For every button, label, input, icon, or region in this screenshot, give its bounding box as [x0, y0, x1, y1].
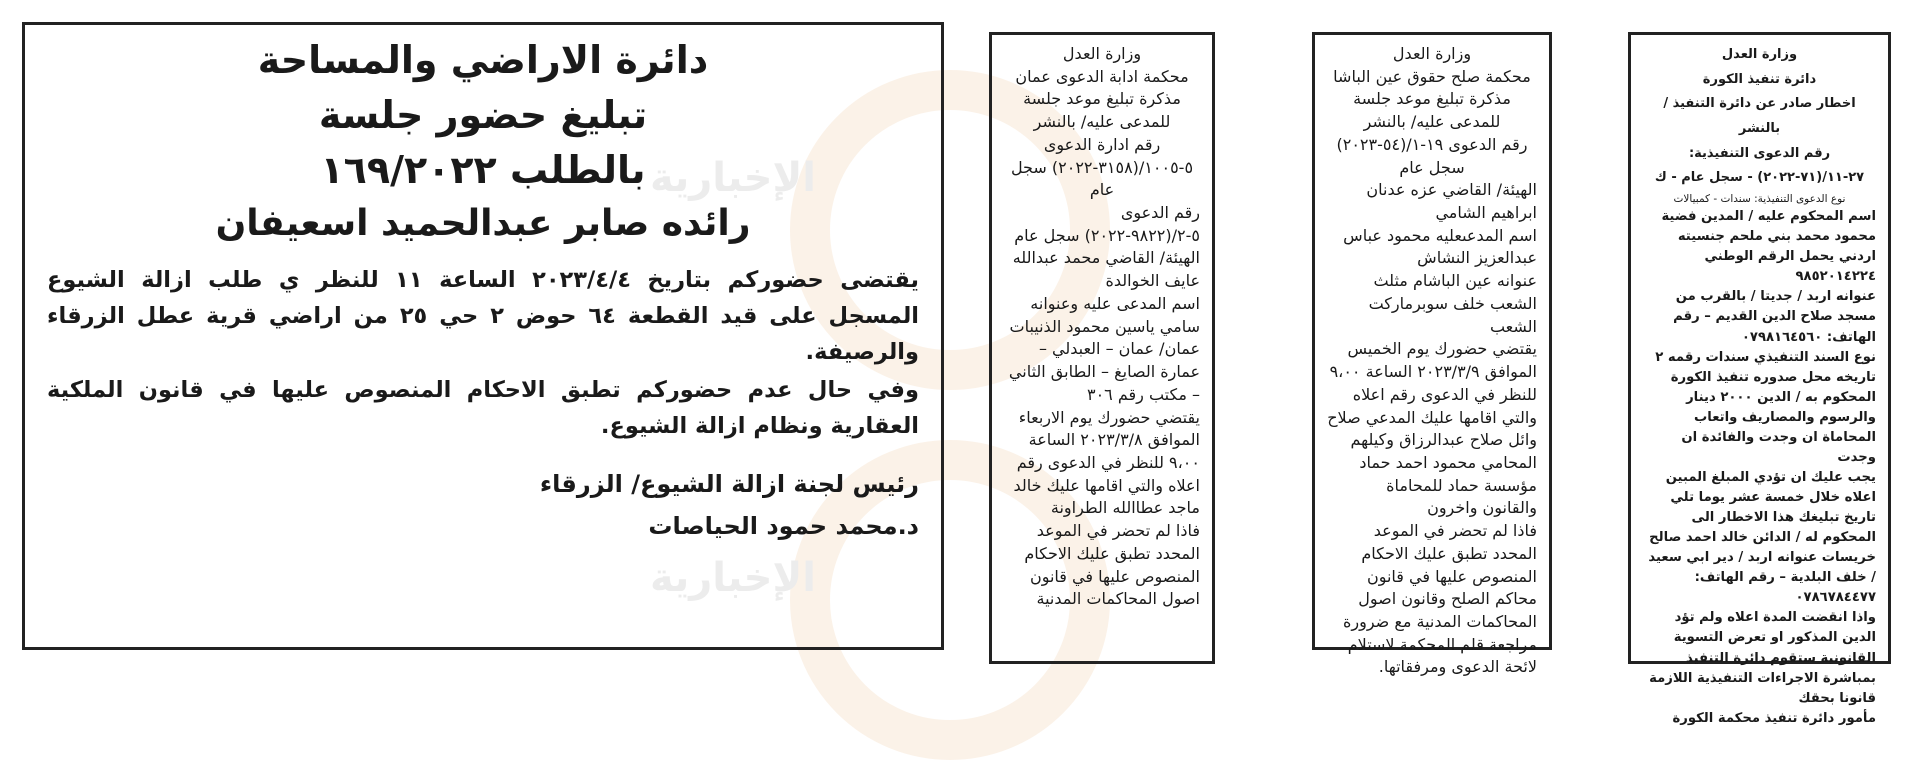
panel: الهيئة/ القاضي عزه عدنان ابراهيم الشامي	[1366, 180, 1537, 223]
case-type: نوع الدعوى التنفيذية: سندات - كمبيالات	[1673, 193, 1846, 206]
panel: الهيئة/ القاضي محمد عبدالله عايف الخوالدة	[1012, 248, 1200, 291]
address: عنوانه اربد / جديتا / بالقرب من مسجد صلاح الدين القديم – رقم الهاتف: ٠٧٩٨١٦٤٥٦٠	[1673, 289, 1876, 345]
ain-albasha-court-notice	[1312, 32, 1552, 677]
ministry-name: وزارة العدل	[1721, 47, 1798, 62]
notice-request-number: بالطلب ١٦٩/٢٠٢٢	[320, 148, 646, 193]
case-admin-number: رقم ادارة الدعوى ٥-١٠٠٥/(٣١٥٨-٢٠٢٢) سجل عام	[1010, 134, 1194, 200]
memo-title: مذكرة تبليغ موعد جلسة للمدعى عليه/ بالنشر	[1023, 89, 1181, 132]
session-info: يقتضي حضورك يوم الخميس الموافق ٢٠٢٣/٣/٩ الساعة ٩،٠٠ للنظر في الدعوى رقم اعلاه والتي اقامها عليك المدعي صلاح وائل صلاح عبدالرزاق وكيلهم المحامي محمود احمد حماد مؤسسة حماد للمحاماة والقانون واخرون	[1327, 339, 1537, 518]
notice-body: يقتضى حضوركم بتاريخ ٢٠٢٣/٤/٤ الساعة ١١ للنظر ي طلب ازالة الشيوع المسجل على قيد القطعة ٦٤ حوض ٢ حي ٢٥ من اراضي قرية عطل الزرقاء والرصيفة.	[47, 267, 920, 366]
notice-warning: وفي حال عدم حضوركم تطبق الاحكام المنصوص عليها في قانون الملكية العقارية ونظام ازالة الشيوع.	[47, 377, 919, 440]
warning: فاذا لم تحضر في الموعد المحدد تطبق عليك الاحكام المنصوص عليها في قانون اصول المحاكمات المدنية	[1024, 521, 1200, 609]
notice-person-name: رائده صابر عبدالحميد اسعيفان	[215, 203, 751, 245]
warning: فاذا لم تحضر في الموعد المحدد تطبق عليك الاحكام المنصوص عليها في قانون محاكم الصلح وقانون اصول المحاكمات المدنية مع ضرورة مراجعة قلم المحكمة لاستلام لائحة الدعوى ومرفقاتها.	[1343, 521, 1537, 677]
defendant: اسم المدعى عليه وعنوانه سامي ياسين محمود الذنيبات	[1009, 293, 1200, 336]
court-name: محكمة صلح حقوق عين الباشا	[1333, 66, 1531, 86]
notice-signature-name: د.محمد حمود الحياصات	[648, 512, 919, 541]
watermark-label: الإخبارية	[650, 155, 816, 201]
koura-execution-notice	[1628, 32, 1891, 726]
debtor: اسم المحكوم عليه / المدين فضية محمود محمد بني ملحم جنسيته اردني يحمل الرقم الوطني ٩٨٥٢٠١٤٢٢٤	[1661, 209, 1876, 285]
payment-instruction: يجب عليك ان تؤدي المبلغ المبين اعلاه خلال خمسة عشر يوما تلي تاريخ تبليغك هذا الاخطار الى	[1665, 469, 1876, 526]
creditor: المحكوم له / الدائن خالد احمد صالح خريسات عنوانه اربد / دير ابي سعيد / خلف البلدية – رقم الهاتف: ٠٧٨٦٧٨٤٤٧٧	[1648, 530, 1876, 606]
case-number: رقم الدعوى التنفيذية: ٢٧-١١/(٧١-٢٠٢٢) - سجل عام - ك	[1654, 145, 1865, 186]
court-name: محكمة ادابة الدعوى عمان	[1015, 66, 1189, 86]
amount: المحكوم به / الدين ٢٠٠٠ دينار والرسوم والمصاريف واتعاب المحاماة ان وجدت والفائدة ان وجدت	[1681, 389, 1876, 465]
address: عنوانه عين الباشام مثلث الشعب خلف سوبرماركت الشعب	[1368, 271, 1537, 336]
memo-title: مذكرة تبليغ موعد جلسة للمدعى عليه/ بالنشر	[1353, 89, 1511, 132]
land-notice	[22, 22, 944, 650]
ministry-name: وزارة العدل	[1062, 44, 1142, 63]
case-number: رقم الدعوى ٥-٢/(٩٨٢٢-٢٠٢٢) سجل عام	[1014, 203, 1200, 245]
watermark-label: الإخبارية	[650, 555, 816, 601]
footer-signature: مأمور دائرة تنفيذ محكمة الكورة	[1672, 710, 1876, 726]
notice-signature-title: رئيس لجنة ازالة الشيوع/ الزرقاء	[539, 470, 919, 499]
notice-title: تبليغ حضور جلسة	[318, 93, 648, 138]
address: عمان/ عمان – العبدلي – عمارة الصايغ – الطابق الثاني – مكتب رقم ٣٠٦	[1008, 339, 1200, 404]
bond-info: نوع السند التنفيذي سندات رقمه ٢ تاريخه محل صدوره تنفيذ الكورة	[1655, 349, 1876, 385]
ministry-name: وزارة العدل	[1392, 44, 1472, 63]
amman-court-notice	[989, 32, 1215, 664]
case-number: رقم الدعوى ١٩-١/(٥٤-٢٠٢٣) سجل عام	[1336, 134, 1528, 177]
notice-title: اخطار صادر عن دائرة التنفيذ / بالنشر	[1663, 96, 1856, 137]
notice-department: دائرة الاراضي والمساحة	[257, 38, 709, 82]
defendant: اسم المدعىعليه محمود عباس عبدالعزيز النشاش	[1343, 225, 1537, 268]
department-name: دائرة تنفيذ الكورة	[1702, 71, 1817, 87]
warning: واذا انقضت المدة اعلاه ولم تؤد الدين المذكور او تعرض التسوية القانونية ستقوم دائرة التنفيذ بمباشرة الاجراءات التنفيذية اللازمة قانونا بحقك	[1649, 610, 1876, 706]
session-info: يقتضي حضورك يوم الاربعاء الموافق ٢٠٢٣/٣/٨ الساعة ٩،٠٠ للنظر في الدعوى رقم اعلاه والتي اقامها عليك خالد ماجد عطاالله الطراونة	[1013, 407, 1200, 518]
